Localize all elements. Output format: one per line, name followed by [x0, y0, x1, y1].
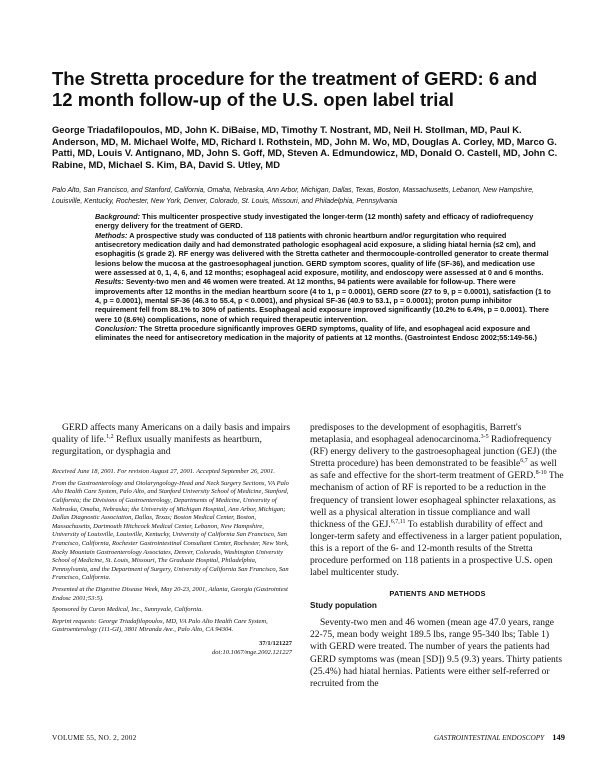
institution-note: From the Gastroenterology and Otolaryngology-Head and Neck Surgery Sections, VA Palo Alto Health Care System, Palo Alto, and Stanford University School of Medicine, Stanford, California; the Divisions of Gastroenterology, Departments of Medicine, University of Nebraska, Omaha, Nebraska; the University of Michigan Hospital, Ann Arbor, Michigan; Dallas Diagnostic Association, Dallas, Texas; Boston Medical Center, Boston, Massachusetts, Dartmouth Hitchcock Medical Center, Lebanon, New Hampshire, University of Louisville, Louisville, Kentucky, University of California San Francisco, San Francisco, California, Rochester Gastrointestinal Consultant Center, Rochester, New York, Rocky Mountain Gastroenterology Associates, Denver, Colorado, Washington University School of Medicine, St. Louis, Missouri, The Graduate Hospital, Philadelphia, Pennsylvania, and the Department of Surgery, University of California San Francisco, San Francisco, California.: [52, 479, 289, 582]
intro-continued-e: To establish durability of effect and longer-term safety and effectiveness in a larger patient population, this is a report of the 6- and 12-month results of the Stretta procedure performed on 118 patients in a prospective U.S. open label multicenter study.: [310, 519, 562, 579]
section-heading: PATIENTS AND METHODS: [389, 589, 486, 599]
reprint-note: Reprint requests: George Triadafilopoulos, MD, VA Palo Alto Health Care System, Gastroenterology (111-GI), 3801 Miranda Ave., Palo Alto, CA 94304.: [52, 617, 268, 634]
subsection-heading: Study population: [310, 601, 377, 611]
sponsor-note: Sponsored by Curon Medical, Inc., Sunnyvale, California.: [52, 606, 203, 614]
footer-journal-name: GASTROINTESTINAL ENDOSCOPY: [433, 733, 545, 742]
abstract: [95, 212, 553, 343]
intro-paragraph: [52, 422, 292, 458]
footer-volume: VOLUME 55, NO. 2, 2002: [52, 733, 137, 742]
intro-continued-paragraph: [310, 422, 565, 579]
abstract-background-text: This multicenter prospective study investigated the longer-term (12 month) safety and efficacy of radiofrequency energy delivery for the treatment of GERD.: [95, 212, 534, 231]
left-column: [52, 422, 292, 657]
intro-continued-d: The mechanism of action of RF is reported to be a reduction in the frequency of transient lower esophageal sphincter relaxations, as well as a physical alteration in tissue compliance and wall thickness of the GEJ.: [310, 471, 564, 530]
article-id-code: 37/1/121227: [259, 639, 292, 647]
abstract-conclusion-label: Conclusion:: [95, 324, 138, 334]
citation-ref: 8-10: [535, 470, 547, 477]
intro-text-a: GERD affects many Americans on a daily basis and impairs quality of life.: [52, 423, 291, 446]
page-number: 149: [552, 732, 565, 742]
footer-journal: [434, 732, 565, 742]
citation-ref: 3-5: [480, 433, 489, 440]
author-affiliations: Palo Alto, San Francisco, and Stanford, California, Omaha, Nebraska, Ann Arbor, Michigan, Dallas, Texas, Boston, Massachusetts, Lebanon, New Hampshire, Louisville, Kentucky, Rochester, New York, Denver, Colorado, St. Louis, Missouri, and Philadelphia, Pennsylvania: [52, 187, 534, 205]
abstract-results: [95, 277, 553, 324]
citation-ref: 6,7,11: [390, 518, 406, 525]
abstract-conclusion: [95, 324, 553, 343]
intro-continued-b: Radiofrequency (RF) energy delivery to the gastroesophageal junction (GEJ) (the Stretta procedure) has been demonstrated to be feasible: [310, 435, 557, 470]
article-title: The Stretta procedure for the treatment of GERD: 6 and 12 month follow-up of the U.S. open label trial: [52, 68, 538, 110]
author-list: George Triadafilopoulos, MD, John K. DiBaise, MD, Timothy T. Nostrant, MD, Neil H. Stollman, MD, Paul K. Anderson, MD, M. Michael Wolfe, MD, Richard I. Rothstein, MD, John M. Wo, MD, Douglas A. Corley, MD, Marco G. Patti, MD, Louis V. Antignano, MD, John S. Goff, MD, Steven A. Edmundowicz, MD, Donald O. Castell, MD, John C. Rabine, MD, Michael S. Kim, BA, David S. Utley, MD: [52, 124, 558, 171]
abstract-methods: [95, 231, 553, 278]
intro-continued-c: as well as safe and effective for the short-term treatment of GERD.: [310, 459, 557, 482]
intro-continued-a: predisposes to the development of esophagitis, Barrett's metaplasia, and esophageal adenocarcinoma.: [310, 423, 522, 446]
received-note: Received June 18, 2001. For revision August 27, 2001. Accepted September 26, 2001.: [52, 468, 275, 476]
abstract-methods-label: Methods:: [95, 230, 128, 240]
right-column: [310, 422, 565, 690]
abstract-background-label: Background:: [95, 212, 140, 221]
abstract-results-text: Seventy-two men and 46 women were treated. At 12 months, 94 patients were available for follow-up. There were improvements after 12 months in the median heartburn score (4 to 1, p = 0.0001), GERD score (27 to 9, p = 0.0001), satisfaction (1 to 4, p = 0.0001), mental SF-36 (46.3 to 55.4, p < 0.0001), and physical SF-36 (40.9 to 53.1, p = 0.0001); proton pump inhibitor requirement fell from 88.1% to 30% of patients. Esophageal acid exposure improved significantly (10.2% to 6.4%, p = 0.0001). There were 10 (8.6%) complications, none of which required therapeutic intervention.: [95, 277, 551, 324]
doi: doi:10.1067/mge.2002.121227: [212, 648, 292, 656]
abstract-methods-text: A prospective study was conducted of 118 patients with chronic heartburn and/or regurgitation who required antisecretory medication daily and had demonstrated pathologic esophageal acid exposure, a sliding hiatal hernia (≤2 cm), and esophagitis (≤ grade 2). RF energy was delivered with the Stretta catheter and thermocouple-controlled generator to create thermal lesions below the mucosa at the gastroesophageal junction. GERD symptom scores, quality of life (SF-36), and medication use were assessed at 0, 1, 4, 6, and 12 months; esophageal acid exposure, motility, and endoscopy were assessed at 0 and 6 months.: [95, 230, 549, 278]
abstract-conclusion-text: The Stretta procedure significantly improves GERD symptoms, quality of life, and esophageal acid exposure and eliminates the need for antisecretory medication in the majority of patients at 12 months. (Gastrointest Endosc 2002;55:149-56.): [95, 324, 537, 343]
intro-text-b: Reflux usually manifests as heartburn, regurgitation, or dysphagia and: [52, 435, 262, 458]
citation-ref: 1,2: [106, 433, 114, 440]
study-population-paragraph: Seventy-two men and 46 women (mean age 47.0 years, range 22-75, mean body weight 189.5 lbs, range 95-340 lbs; Table 1) with GERD were treated. The number of years the patients had GERD symptoms was (mean [SD]) 9.5 (9.3) years. Thirty patients (25.4%) had hiatal hernias. Patients were either self-referred or recruited from the: [310, 618, 563, 689]
citation-ref: 6,7: [520, 458, 528, 465]
abstract-results-label: Results:: [95, 277, 124, 287]
abstract-background: [95, 212, 553, 231]
presented-note: Presented at the Digestive Disease Week, May 20-23, 2001, Atlanta, Georgia (Gastrointest Endosc 2001;53:5).: [52, 586, 288, 602]
